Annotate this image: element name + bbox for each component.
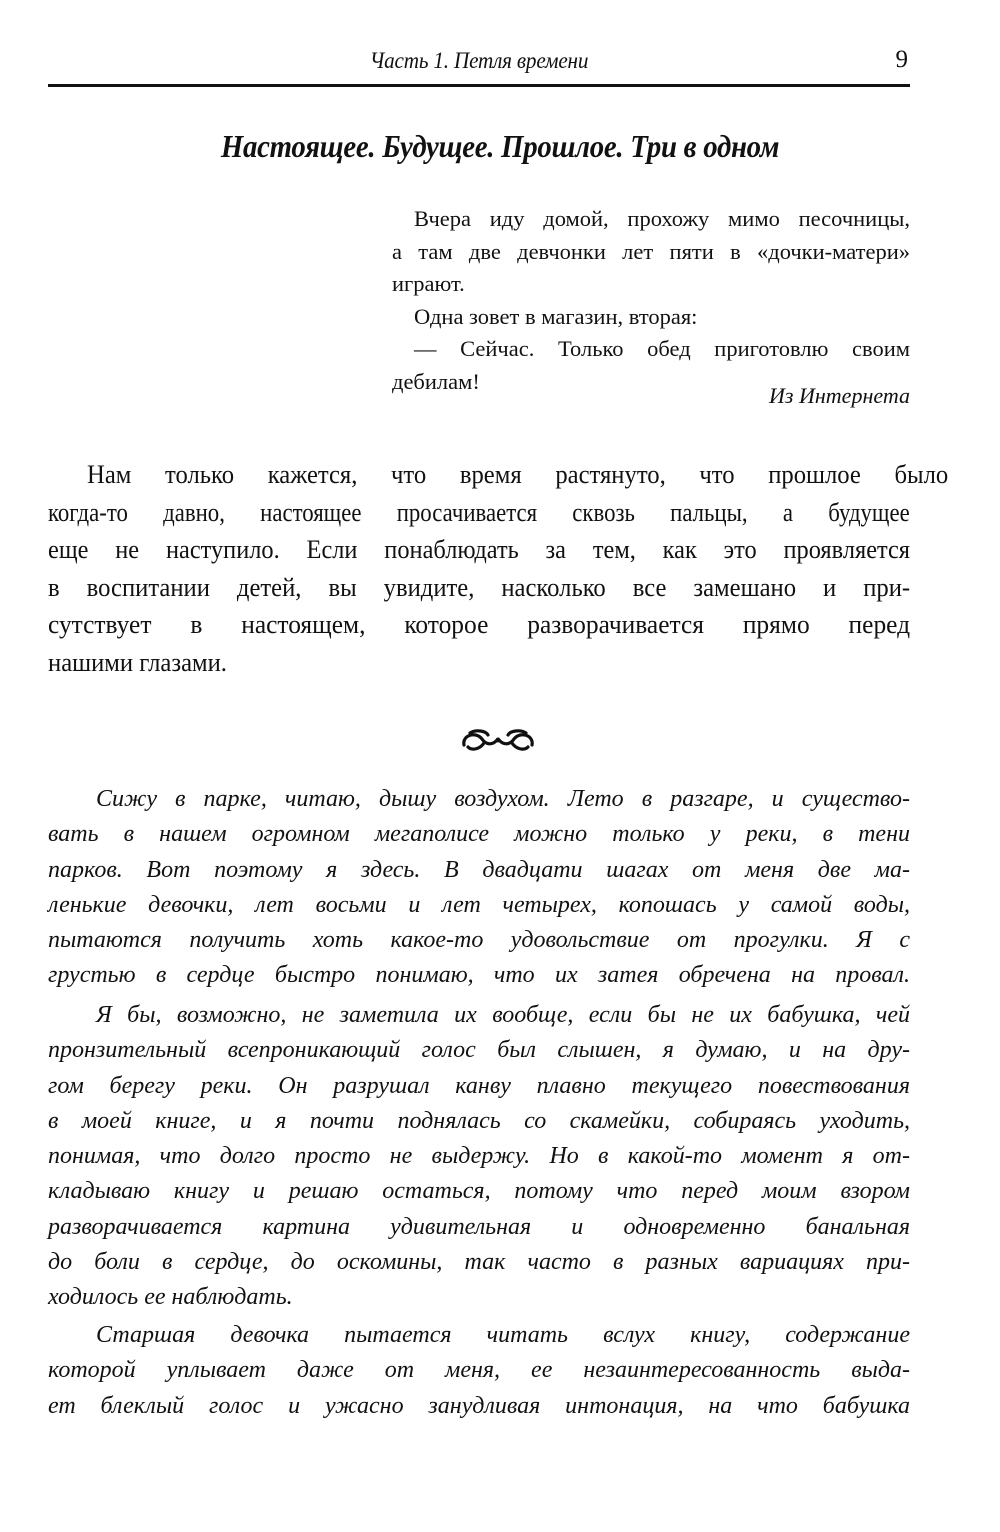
- fleuron-ornament-icon: [458, 725, 538, 753]
- story-line: грустью в сердце быстро понимаю, что их затея обречена на провал.: [48, 962, 910, 989]
- running-header: [48, 42, 910, 82]
- story-line: ходилось ее наблюдать.: [48, 1284, 293, 1311]
- epigraph-line: дебилам!: [392, 368, 480, 394]
- intro-paragraph: [48, 456, 949, 681]
- paragraph-line: сутствует в настоящем, которое разворачивается прямо перед: [48, 609, 911, 639]
- paragraph-line: в воспитании детей, вы увидите, насколько все замешано и при-: [48, 571, 911, 602]
- header-rule-divider: [48, 84, 910, 87]
- epigraph-line: а там две девчонки лет пяти в «дочки-матери»: [392, 238, 910, 264]
- story-line: Сижу в парке, читаю, дышу воздухом. Лето в разгаре, и существо-: [96, 786, 910, 812]
- epigraph: [392, 203, 910, 398]
- paragraph-line: нашими глазами.: [48, 646, 227, 677]
- story-paragraph: [48, 782, 910, 994]
- epigraph-source: Из Интернета: [769, 383, 910, 408]
- story-line: ет блеклый голос и ужасно занудливая интонация, на что бабушка: [48, 1392, 910, 1419]
- epigraph-line: — Сейчас. Только обед приготовлю своим: [414, 336, 910, 361]
- story-line: вать в нашем огромном мегаполисе можно только у реки, в тени: [48, 821, 910, 848]
- story-paragraph: [48, 1318, 910, 1424]
- story-line: кладываю книгу и решаю остаться, потому что перед моим взором: [48, 1178, 910, 1205]
- story-paragraph: [48, 998, 910, 1316]
- paragraph-line: когда-то давно, настоящее просачивается сквозь пальцы, а будущее: [48, 496, 910, 527]
- story-line: Я бы, возможно, не заметила их вообще, если бы не их бабушка, чей: [96, 1002, 910, 1028]
- story-line: которой уплывает даже от меня, ее незаинтересованность выда-: [48, 1357, 910, 1384]
- story-line: пронзительный всепроникающий голос был слышен, я думаю, и на дру-: [48, 1037, 910, 1064]
- paragraph-line: еще не наступило. Если понаблюдать за тем, как это проявляется: [48, 534, 911, 564]
- story-line: гом берегу реки. Он разрушал канву плавно текущего повествования: [48, 1072, 910, 1099]
- epigraph-line: Вчера иду домой, прохожу мимо песочницы,: [414, 206, 910, 231]
- story-line: парков. Вот поэтому я здесь. В двадцати шагах от меня две ма-: [48, 856, 910, 883]
- epigraph-line: Одна зовет в магазин, вторая:: [414, 303, 698, 329]
- epigraph-line: играют.: [392, 271, 465, 296]
- chapter-title: Настоящее. Будущее. Прошлое. Три в одном: [220, 128, 780, 164]
- story-line: пытаются получить хоть какое-то удовольствие от прогулки. Я с: [48, 927, 910, 954]
- story-line: до боли в сердце, до оскомины, так часто в разных вариациях при-: [48, 1249, 910, 1276]
- story-line: Старшая девочка пытается читать вслух книгу, содержание: [96, 1322, 910, 1348]
- story-line: понимая, что долго просто не выдержу. Но в какой-то момент я от-: [48, 1143, 910, 1170]
- page-number: 9: [895, 46, 908, 73]
- paragraph-line: Нам только кажется, что время растянуто, что прошлое было: [87, 459, 949, 489]
- story-line: в моей книге, и я почти поднялась со скамейки, собираясь уходить,: [48, 1107, 910, 1134]
- story-line: разворачивается картина удивительная и одновременно банальная: [48, 1213, 910, 1240]
- running-title: Часть 1. Петля времени: [369, 48, 589, 73]
- story-line: ленькие девочки, лет восьми и лет четырех, копошась у самой воды,: [48, 891, 910, 918]
